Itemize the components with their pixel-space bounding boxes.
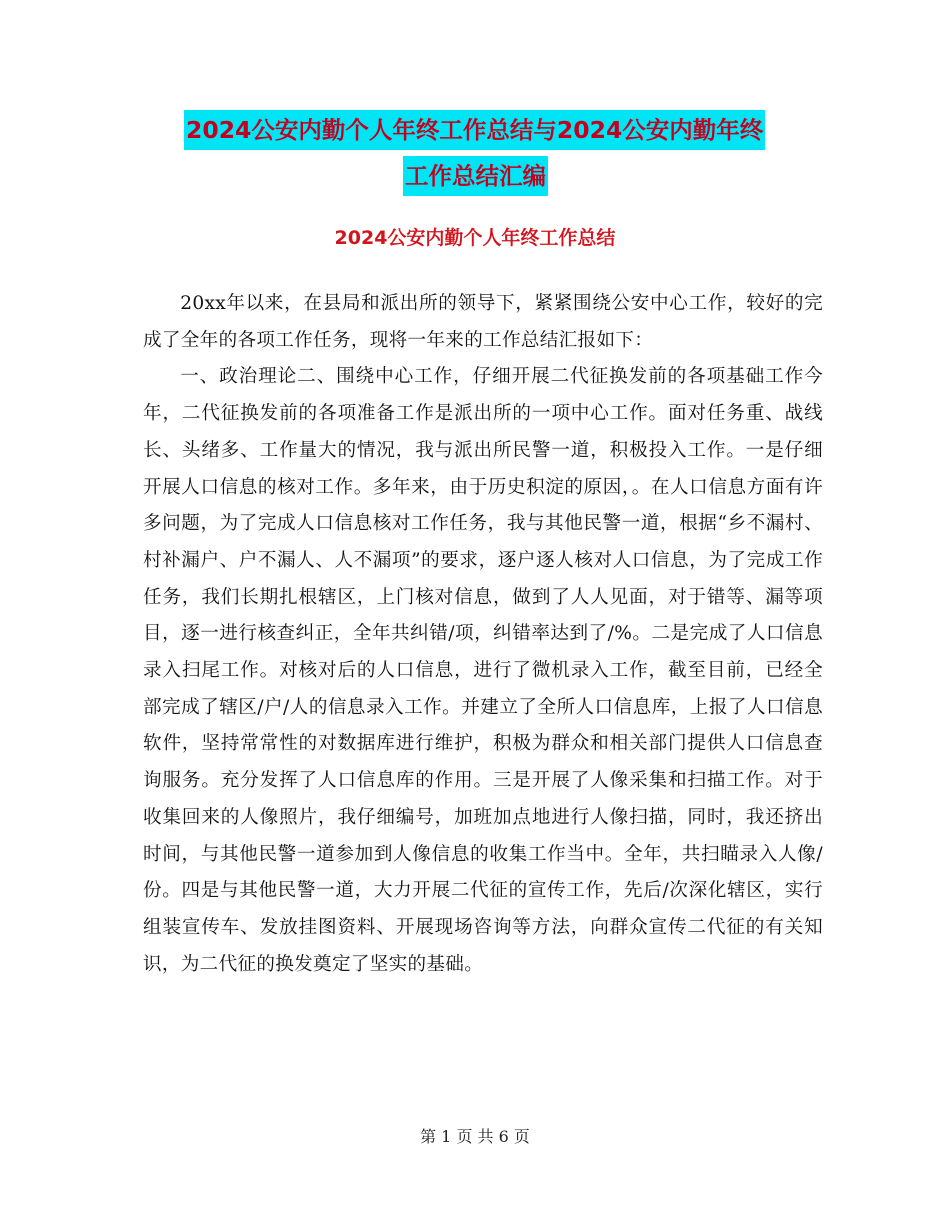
section-heading: 2024公安内勤个人年终工作总结 (334, 227, 616, 249)
title-line-1: 2024公安内勤个人年终工作总结与2024公安内勤年终 (184, 110, 765, 150)
paragraph-main: 一、政治理论二、围绕中心工作，仔细开展二代征换发前的各项基础工作今年，二代征换发前的各项准备工作是派出所的一项中心工作。面对任务重、战线长、头绪多、工作量大的情况，我与派出所民警一道，积极投入工作。一是仔细开展人口信息的核对工作。多年来，由于历史积淀的原因，。在人口信息方面有许多问题，为了完成人口信息核对工作任务，我与其他民警一道，根据“乡不漏村、村补漏户、户不漏人、人不漏项”的要求，逐户逐人核对人口信息，为了完成工作任务，我们长期扎根辖区，上门核对信息，做到了人人见面，对于错等、漏等项目，逐一进行核查纠正，全年共纠错/项，纠错率达到了/%。二是完成了人口信息录入扫尾工作。对核对后的人口信息，进行了微机录入工作，截至目前，已经全部完成了辖区/户/人的信息录入工作。并建立了全所人口信息库，上报了人口信息软件，坚持常常性的对数据库进行维护，积极为群众和相关部门提供人口信息查询服务。充分发挥了人口信息库的作用。三是开展了人像采集和扫描工作。对于收集回来的人像照片，我仔细编号，加班加点地进行人像扫描，同时，我还挤出时间，与其他民警一道参加到人像信息的收集工作当中。全年，共扫瞄录入人像/份。四是与其他民警一道，大力开展二代征的宣传工作，先后/次深化辖区，实行组装宣传车、发放挂图资料、开展现场咨询等方法，向群众宣传二代征的有关知识，为二代征的换发奠定了坚实的基础。 (143, 366, 823, 975)
page-footer: 第 1 页 共 6 页 (420, 1127, 530, 1146)
paragraph-intro: 20xx年以来，在县局和派出所的领导下，紧紧围绕公安中心工作，较好的完成了全年的各项工作任务，现将一年来的工作总结汇报如下： (143, 293, 823, 351)
title-line-2: 工作总结汇编 (403, 156, 548, 196)
body-text (143, 286, 823, 983)
